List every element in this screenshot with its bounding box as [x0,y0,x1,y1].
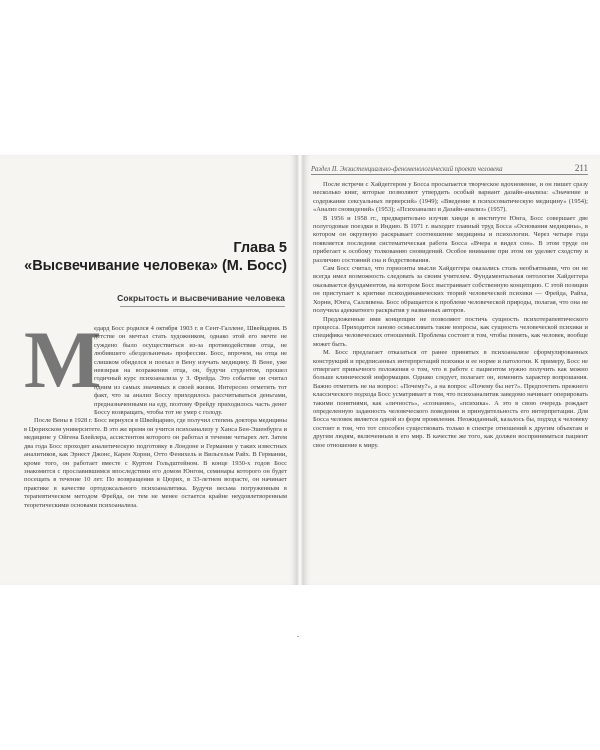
paragraph: едард Босс родился 4 октября 1903 г. в Сент-Галлене, Швейцария. В детстве он мечтал стать художником, однако этой его мечте не суждено было осуществиться из-за противодействия отца, не любившего «бездельничья» профессии. Босс, впрочем, на отца не слишком обиделся и поехал в Вену изучать медицину. В Вене, уже невзирая на возражения отца, он, будучи студентом, прошел годичный курс психоанализа у З. Фрейда. Это событие он считал одним из самых значимых в своей жизни. Интересно отметить тот факт, что за анализ Боссу приходилось рассчитываться деньгами, предназначенными на еду, поэтому Фрейду приходилось часть денег Боссу возвращать, чтобы тот не умер с голоду. [94,325,287,417]
paragraph: М. Босс предлагает отказаться от ранее принятых в психоанализе сформулированных конструкций и предписанных интерпретаций психики и ее норме и патологии. К примеру, Босс не отвергает привычного положения о том, что в работе с пациентом нужно получить как можно больше клинической информации. Однако следует, полагает он, изменить характер вопрошания. Важно отметить не на вопрос: «Почему?», а на вопрос «Почему бы нет?». Предпочтить прежнего классического подхода Босс усматривает в том, что психоаналитик заведомо начинает оперировать такими понятиями, как «личность», «сознание», «психика». А это в свою очередь рождает определенную заданность человеческого поведения и принудительность его интерпретации. Для Босса человек является одной из форм проявления. Неожиданный, казалось бы, подход к человеку состоит в том, что тот способен существовать только в спектре отношений к другим объектам и другим людям, включенным в его мир. В качестве же того, как должен восприниматься пациент свое отношение к миру. [313,349,588,449]
header-divider [311,174,588,175]
paragraph: Предложенные ими концепции не позволяют постичь сущность психотерапевтического процесса. Приходится заново осмысливать такие вопросы, как сущность человеческой психики и специфика человеческих отношений. Проблема состоит в том, чтобы понять, как человек, вообще может быть. [313,315,588,348]
chapter-subtitle: «Высвечивание человека» (М. Босс) [24,258,287,274]
paragraph: После встречи с Хайдеггером у Босса просыпается творческое вдохновение, и он пишет сразу несколько книг, которые позволяют утвердить особый вариант дазайн-анализа: «Значение и содержание сексуальных перверсий» (1949); «Введение в психосоматическую медицину» (1954); «Анализ сновидений» (1953); «Психоанализ и Дазайн-анализ» (1957). [313,181,588,214]
left-page [0,155,297,585]
bottom-mark: . [297,630,299,639]
drop-cap: М [24,314,102,405]
section-title: Сокрытость и высвечивание человека [117,293,285,303]
page-number: 211 [574,163,588,173]
chapter-heading [20,239,287,275]
chapter-title: Глава 5 [233,240,287,256]
left-page-text [24,314,287,510]
right-page-text [313,181,588,450]
section-divider [120,306,285,307]
paragraph: В 1956 и 1958 гг., предварительно изучив хинди в институте Юнга, Босс совершает две полугодовые поездки в Индию. В 1971 г. выходит главный труд Босса «Основания медицины», в котором он окрупную раскрывает соотношение медицины и психологии. Через четыре года появляется последняя систематическая работа Босса «Вчера я видел сон». В этом труде он прибегает к особому толкованию сновидений. Особое внимание при этом он уделяет сходству и различию состояний сна и бодрствования. [313,214,588,264]
right-page [303,155,600,585]
running-head [311,163,588,173]
paragraph: Сам Босс считал, что горизонты мысли Хайдеггера оказались столь необъятными, что он не всегда имел возможность следовать за своим учителем. Фундаментальная онтология Хайдеггера оказывается фундаментом, на котором Босс выстраивает собственную концепцию. С этой позиции он приступает к критике психодинамических теорий человеческой психики — Фрейда, Райха, Хорни, Юнга, Салливена. Босс обращается к проблеме человеческой природы, полагая, что она не получила адекватного раскрытия у названных авторов. [313,265,588,315]
paragraph: После Вены в 1928 г. Босс вернулся в Швейцарию, где получил степень доктора медицины в Цюрихском университете. В это же время он учится психоанализу у Ханса Бен-Эшенбурга и медицине у Ойгена Блейлера, ассистентом которого он работал в течение четырех лет. Затем два года Босс проходит аналитическую подготовку в Лондоне и Германии у таких известных аналитиков, как Эрнест Джонс, Карен Хорни, Отто Фенихель и Вильгельм Райх. В Германии, кроме того, он работает вместе с Куртом Гольдштейном. В конце 1930-х годов Босс знакомится с прославившимся впоследствии его домом Юнгом, семинары которого он будет посещать в течение 10 лет. По возвращении в Цюрих, в 33-летнем возрасте, он начинает практике в качестве ортодоксального психоаналитика. Будучи весьма погруженным в терапевтическом методом Фрейда, он тем не менее остается крайне неудовлетворенным теоретическими основами психоанализа. [24,417,287,509]
book-spread [0,155,600,585]
running-head-title: Раздел II. Экзистенциально-феноменологический проект человека [311,166,503,173]
